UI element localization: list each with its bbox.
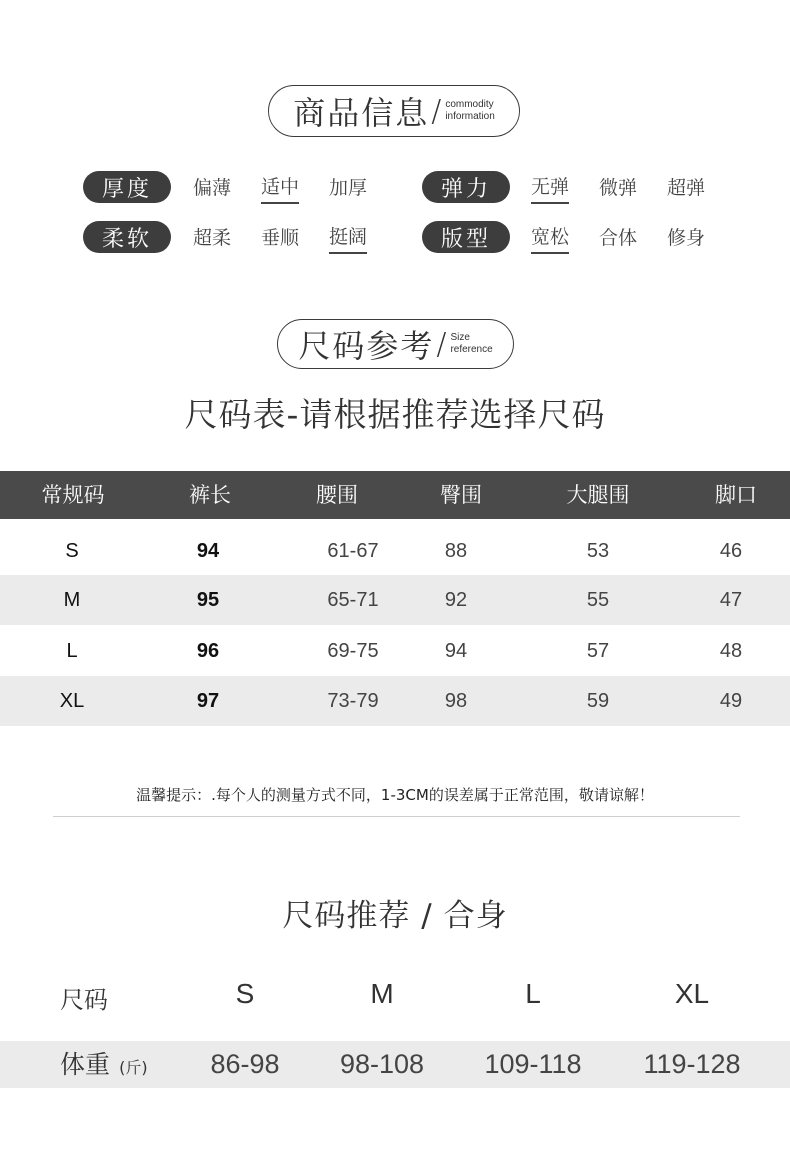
table-cell: 48 xyxy=(719,640,743,662)
table-cell: 97 xyxy=(196,690,220,712)
en-line-1: commodity xyxy=(445,99,494,110)
attribute-tag: 弹力 xyxy=(422,171,510,203)
table-row xyxy=(0,626,790,676)
table-cell: 57 xyxy=(586,640,610,662)
table-cell: L xyxy=(66,640,78,662)
en-line-2: reference xyxy=(450,344,493,355)
table-cell: 53 xyxy=(586,540,610,562)
table-cell: S xyxy=(65,540,79,562)
size-table-header xyxy=(0,471,790,519)
weight-label xyxy=(60,1041,148,1088)
attribute-tag: 版型 xyxy=(422,221,510,253)
table-row xyxy=(0,676,790,726)
en-line-2: information xyxy=(445,111,495,122)
table-cell: XL xyxy=(59,690,85,712)
recommend-weight: 119-128 xyxy=(643,1049,741,1079)
attribute-option: 合体 xyxy=(599,227,638,249)
table-row xyxy=(0,526,790,576)
table-header-cell: 腰围 xyxy=(316,483,358,507)
commodity-info-en xyxy=(445,99,494,123)
table-cell: 69-75 xyxy=(327,640,379,662)
table-header-cell: 大腿围 xyxy=(566,483,630,507)
size-reference-heading xyxy=(277,319,514,369)
weight-label-text: 体重 xyxy=(60,1050,111,1079)
recommend-weight: 98-108 xyxy=(339,1049,425,1079)
recommend-weight: 109-118 xyxy=(484,1049,582,1079)
size-reference-en xyxy=(450,332,492,356)
recommend-size-label: 尺码 xyxy=(60,986,108,1014)
en-line-1: Size xyxy=(450,332,470,343)
table-cell: 55 xyxy=(586,589,610,611)
attribute-tag: 厚度 xyxy=(83,171,171,203)
attribute-option: 超柔 xyxy=(193,227,232,249)
table-cell: 94 xyxy=(444,640,468,662)
heading-slash: / xyxy=(436,326,447,362)
table-header-cell: 常规码 xyxy=(41,483,105,507)
attribute-option: 垂顺 xyxy=(261,227,300,249)
table-header-cell: 臀围 xyxy=(440,483,482,507)
table-row xyxy=(0,575,790,625)
size-table-title: 尺码表-请根据推荐选择尺码 xyxy=(184,395,606,434)
table-cell: 61-67 xyxy=(327,540,379,562)
attribute-tag: 柔软 xyxy=(83,221,171,253)
table-cell: 92 xyxy=(444,589,468,611)
table-cell: 96 xyxy=(196,640,220,662)
recommend-weight: 86-98 xyxy=(210,1049,280,1079)
heading-slash: / xyxy=(431,93,442,129)
attribute-option: 加厚 xyxy=(329,177,368,199)
table-cell: 88 xyxy=(444,540,468,562)
attribute-option-selected: 宽松 xyxy=(531,224,569,254)
attribute-option-selected: 挺阔 xyxy=(329,224,367,254)
table-header-cell: 脚口 xyxy=(715,483,757,507)
table-cell: M xyxy=(63,589,81,611)
attribute-option-selected: 适中 xyxy=(261,174,299,204)
recommend-title: 尺码推荐 / 合身 xyxy=(282,898,508,934)
attribute-option: 超弹 xyxy=(667,177,706,199)
attribute-option: 偏薄 xyxy=(193,177,232,199)
recommend-size: M xyxy=(370,978,394,1009)
recommend-size: L xyxy=(525,978,541,1009)
commodity-info-heading xyxy=(268,85,520,137)
measurement-note: 温馨提示：.每个人的测量方式不同，1-3CM的误差属于正常范围，敬请谅解！ xyxy=(136,786,654,804)
table-cell: 49 xyxy=(719,690,743,712)
table-cell: 95 xyxy=(196,589,220,611)
divider xyxy=(53,816,740,817)
table-cell: 98 xyxy=(444,690,468,712)
attribute-option: 修身 xyxy=(667,227,706,249)
attribute-option: 微弹 xyxy=(599,177,638,199)
table-cell: 59 xyxy=(586,690,610,712)
size-reference-title: 尺码参考 xyxy=(298,327,435,365)
table-cell: 46 xyxy=(719,540,743,562)
recommend-size: XL xyxy=(674,978,710,1009)
table-header-cell: 裤长 xyxy=(189,483,231,507)
table-cell: 47 xyxy=(719,589,743,611)
table-cell: 73-79 xyxy=(327,690,379,712)
commodity-info-title: 商品信息 xyxy=(293,94,430,132)
attribute-option-selected: 无弹 xyxy=(531,174,569,204)
table-cell: 94 xyxy=(196,540,220,562)
table-cell: 65-71 xyxy=(327,589,379,611)
weight-unit: (斤) xyxy=(119,1058,148,1077)
recommend-weight-row xyxy=(0,1041,790,1088)
recommend-size: S xyxy=(235,978,255,1009)
